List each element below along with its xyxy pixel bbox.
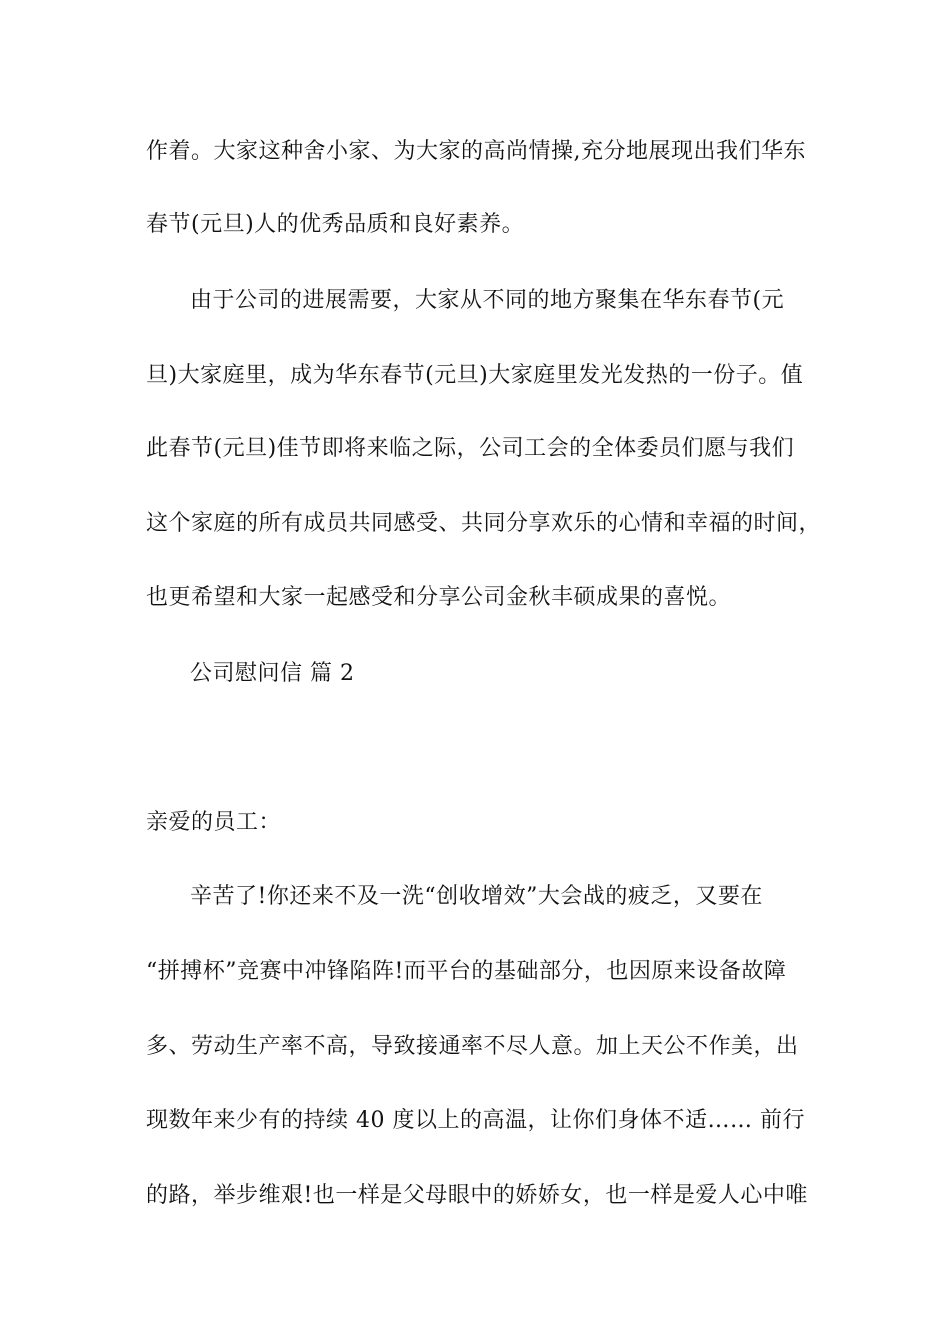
paragraph-line-1: 作着。大家这种舍小家、为大家的高尚情操,充分地展现出我们华东 — [146, 139, 806, 164]
paragraph-line-3: 由于公司的进展需要，大家从不同的地方聚集在华东春节(元 — [190, 288, 785, 313]
salutation: 亲爱的员工： — [146, 810, 282, 835]
paragraph-line-5: 此春节(元旦)佳节即将来临之际，公司工会的全体委员们愿与我们 — [146, 436, 795, 461]
section-heading: 公司慰问信 篇 2 — [190, 661, 355, 686]
paragraph-line-2: 春节(元旦)人的优秀品质和良好素养。 — [146, 212, 525, 237]
paragraph-line-6: 这个家庭的所有成员共同感受、共同分享欢乐的心情和幸福的时间， — [146, 511, 822, 536]
paragraph-line-12: 的路，举步维艰!也一样是父母眼中的娇娇女，也一样是爱人心中唯 — [146, 1183, 808, 1208]
paragraph-line-4: 旦)大家庭里，成为华东春节(元旦)大家庭里发光发热的一份子。值 — [146, 363, 804, 388]
paragraph-line-11: 现数年来少有的持续 40 度以上的高温，让你们身体不适…… 前行 — [146, 1108, 805, 1133]
paragraph-line-8: 辛苦了!你还来不及一洗“创收增效”大会战的疲乏，又要在 — [190, 884, 763, 909]
paragraph-line-9: “拼搏杯”竞赛中冲锋陷阵!而平台的基础部分，也因原来设备故障 — [146, 959, 787, 984]
paragraph-line-7: 也更希望和大家一起感受和分享公司金秋丰硕成果的喜悦。 — [146, 585, 732, 610]
paragraph-line-10: 多、劳动生产率不高，导致接通率不尽人意。加上天公不作美，出 — [146, 1034, 799, 1059]
